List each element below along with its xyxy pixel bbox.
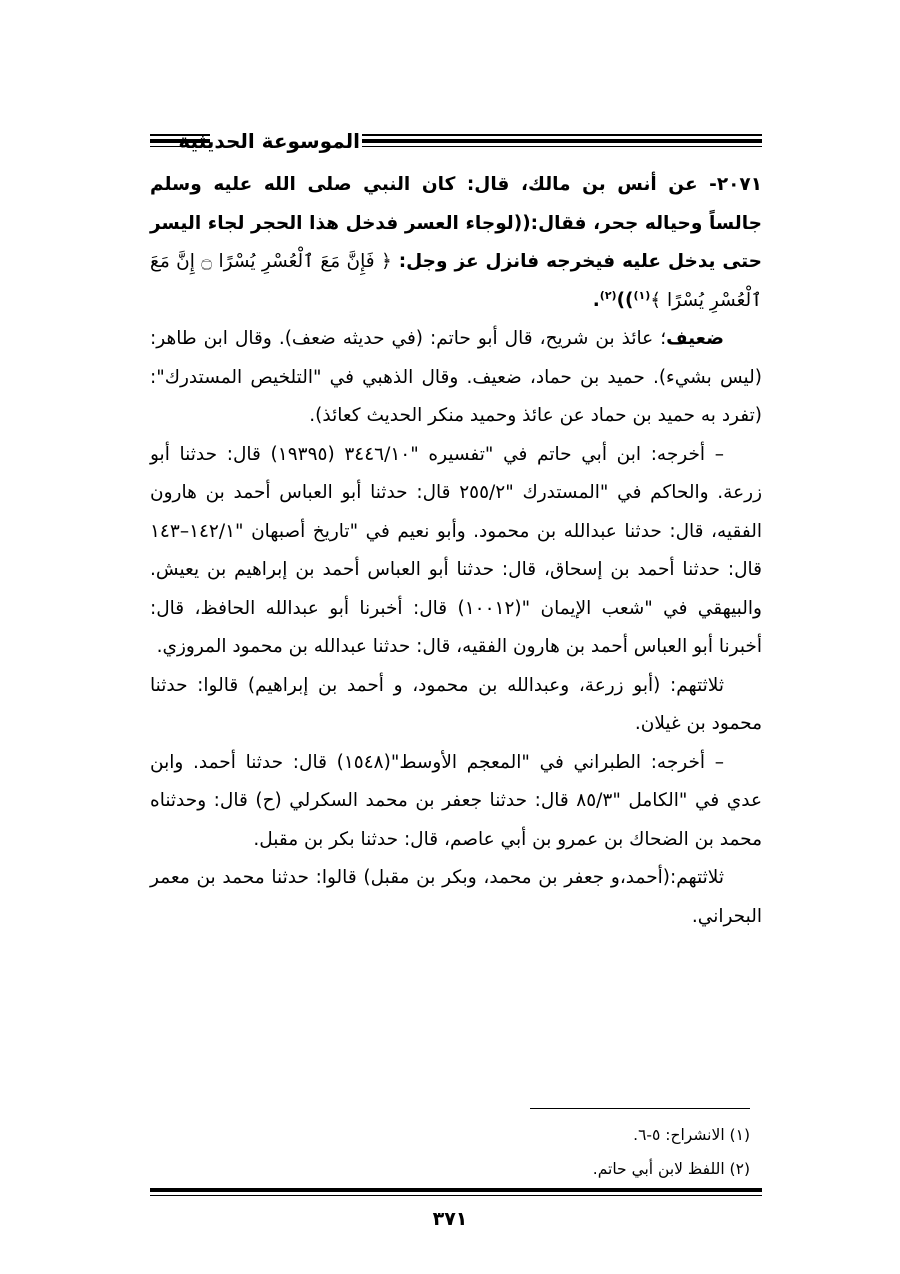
footnote-2: (٢) اللفظ لابن أبي حاتم.: [592, 1160, 750, 1178]
quran-ayah: ﴿ فَإِنَّ مَعَ ٱلْعُسْرِ يُسْرًا ۝ إِنَّ مَعَ ٱلْعُسْرِ يُسْرًا ﴾: [150, 251, 762, 311]
footnotes: [150, 1118, 750, 1186]
page-number: ٣٧١: [432, 1208, 468, 1230]
grading-text: ؛ عائذ بن شريح، قال أبو حاتم: (في حديثه ضعف). وقال ابن طاهر: (ليس بشيء). حميد بن حماد، ضعيف. وقال الذهبي في "التلخيص المستدرك": (تفرد به حميد بن حماد عن عائذ وحميد منكر الحديث كعائذ).: [150, 328, 762, 426]
bottom-rule: [150, 1188, 762, 1198]
narrators-paragraph-2: ثلاثتهم:(أحمد،و جعفر بن محمد، وبكر بن مقبل) قالوا: حدثنا محمد بن معمر البحراني.: [150, 867, 762, 927]
hadith-text: ٢٠٧١- عن أنس بن مالك، قال: كان النبي صلى الله عليه وسلم جالساً وحياله جحر، فقال:((لوجاء العسر فدخل هذا الحجر لجاء اليسر حتى يدخل عليه فيخرجه فانزل عز وجل:: [150, 174, 763, 272]
grading-label: ضعيف: [666, 328, 724, 349]
main-text: [150, 166, 762, 936]
header-title: الموسوعة الحديثية: [178, 129, 360, 153]
grading-paragraph: [150, 320, 762, 436]
takhrij-paragraph-2: – أخرجه: الطبراني في "المعجم الأوسط"(١٥٤٨) قال: حدثنا أحمد. وابن عدي في "الكامل "٨٥/٣ قال: حدثنا جعفر بن محمد السكرلي (ح) قال: وحدثناه محمد بن الضحاك بن عمرو بن أبي عاصم، قال: حدثنا بكر بن مقبل.: [150, 751, 762, 850]
header-rule-right: [362, 134, 762, 150]
narrators-paragraph-1: ثلاثتهم: (أبو زرعة، وعبدالله بن محمود، و أحمد بن إبراهيم) قالوا: حدثنا محمود بن غيلان.: [150, 674, 762, 734]
footnote-separator: [530, 1108, 750, 1109]
page-header: [150, 126, 762, 156]
takhrij-paragraph-1: – أخرجه: ابن أبي حاتم في "تفسيره "٣٤٤٦/١٠ (١٩٣٩٥) قال: حدثنا أبو زرعة. والحاكم في "المستدرك "٢٥٥/٢ قال: حدثنا أبو العباس أحمد بن هارون الفقيه، قال: حدثنا عبدالله بن محمود. وأبو نعيم في "تاريخ أصبهان "١٤٢/١–١٤٣ قال: حدثنا أحمد بن إسحاق، قال: حدثنا أبو العباس أحمد بن إبراهيم بن يعيش. والبيهقي في "شعب الإيمان "(١٠٠١٢) قال: أخبرنا أبو عبدالله الحافظ، قال: أخبرنا أبو العباس أحمد بن هارون الفقيه، قال: حدثنا عبدالله بن محمود المروزي.: [150, 443, 763, 657]
hadith-paragraph: [150, 166, 762, 320]
footnote-1: (١) الانشراح: ٥-٦.: [633, 1126, 750, 1144]
footnote-ref-2: (٢): [599, 288, 617, 302]
hadith-close: )): [616, 289, 634, 311]
footnote-ref-1: (١): [633, 288, 651, 302]
hadith-end: .: [592, 289, 600, 311]
